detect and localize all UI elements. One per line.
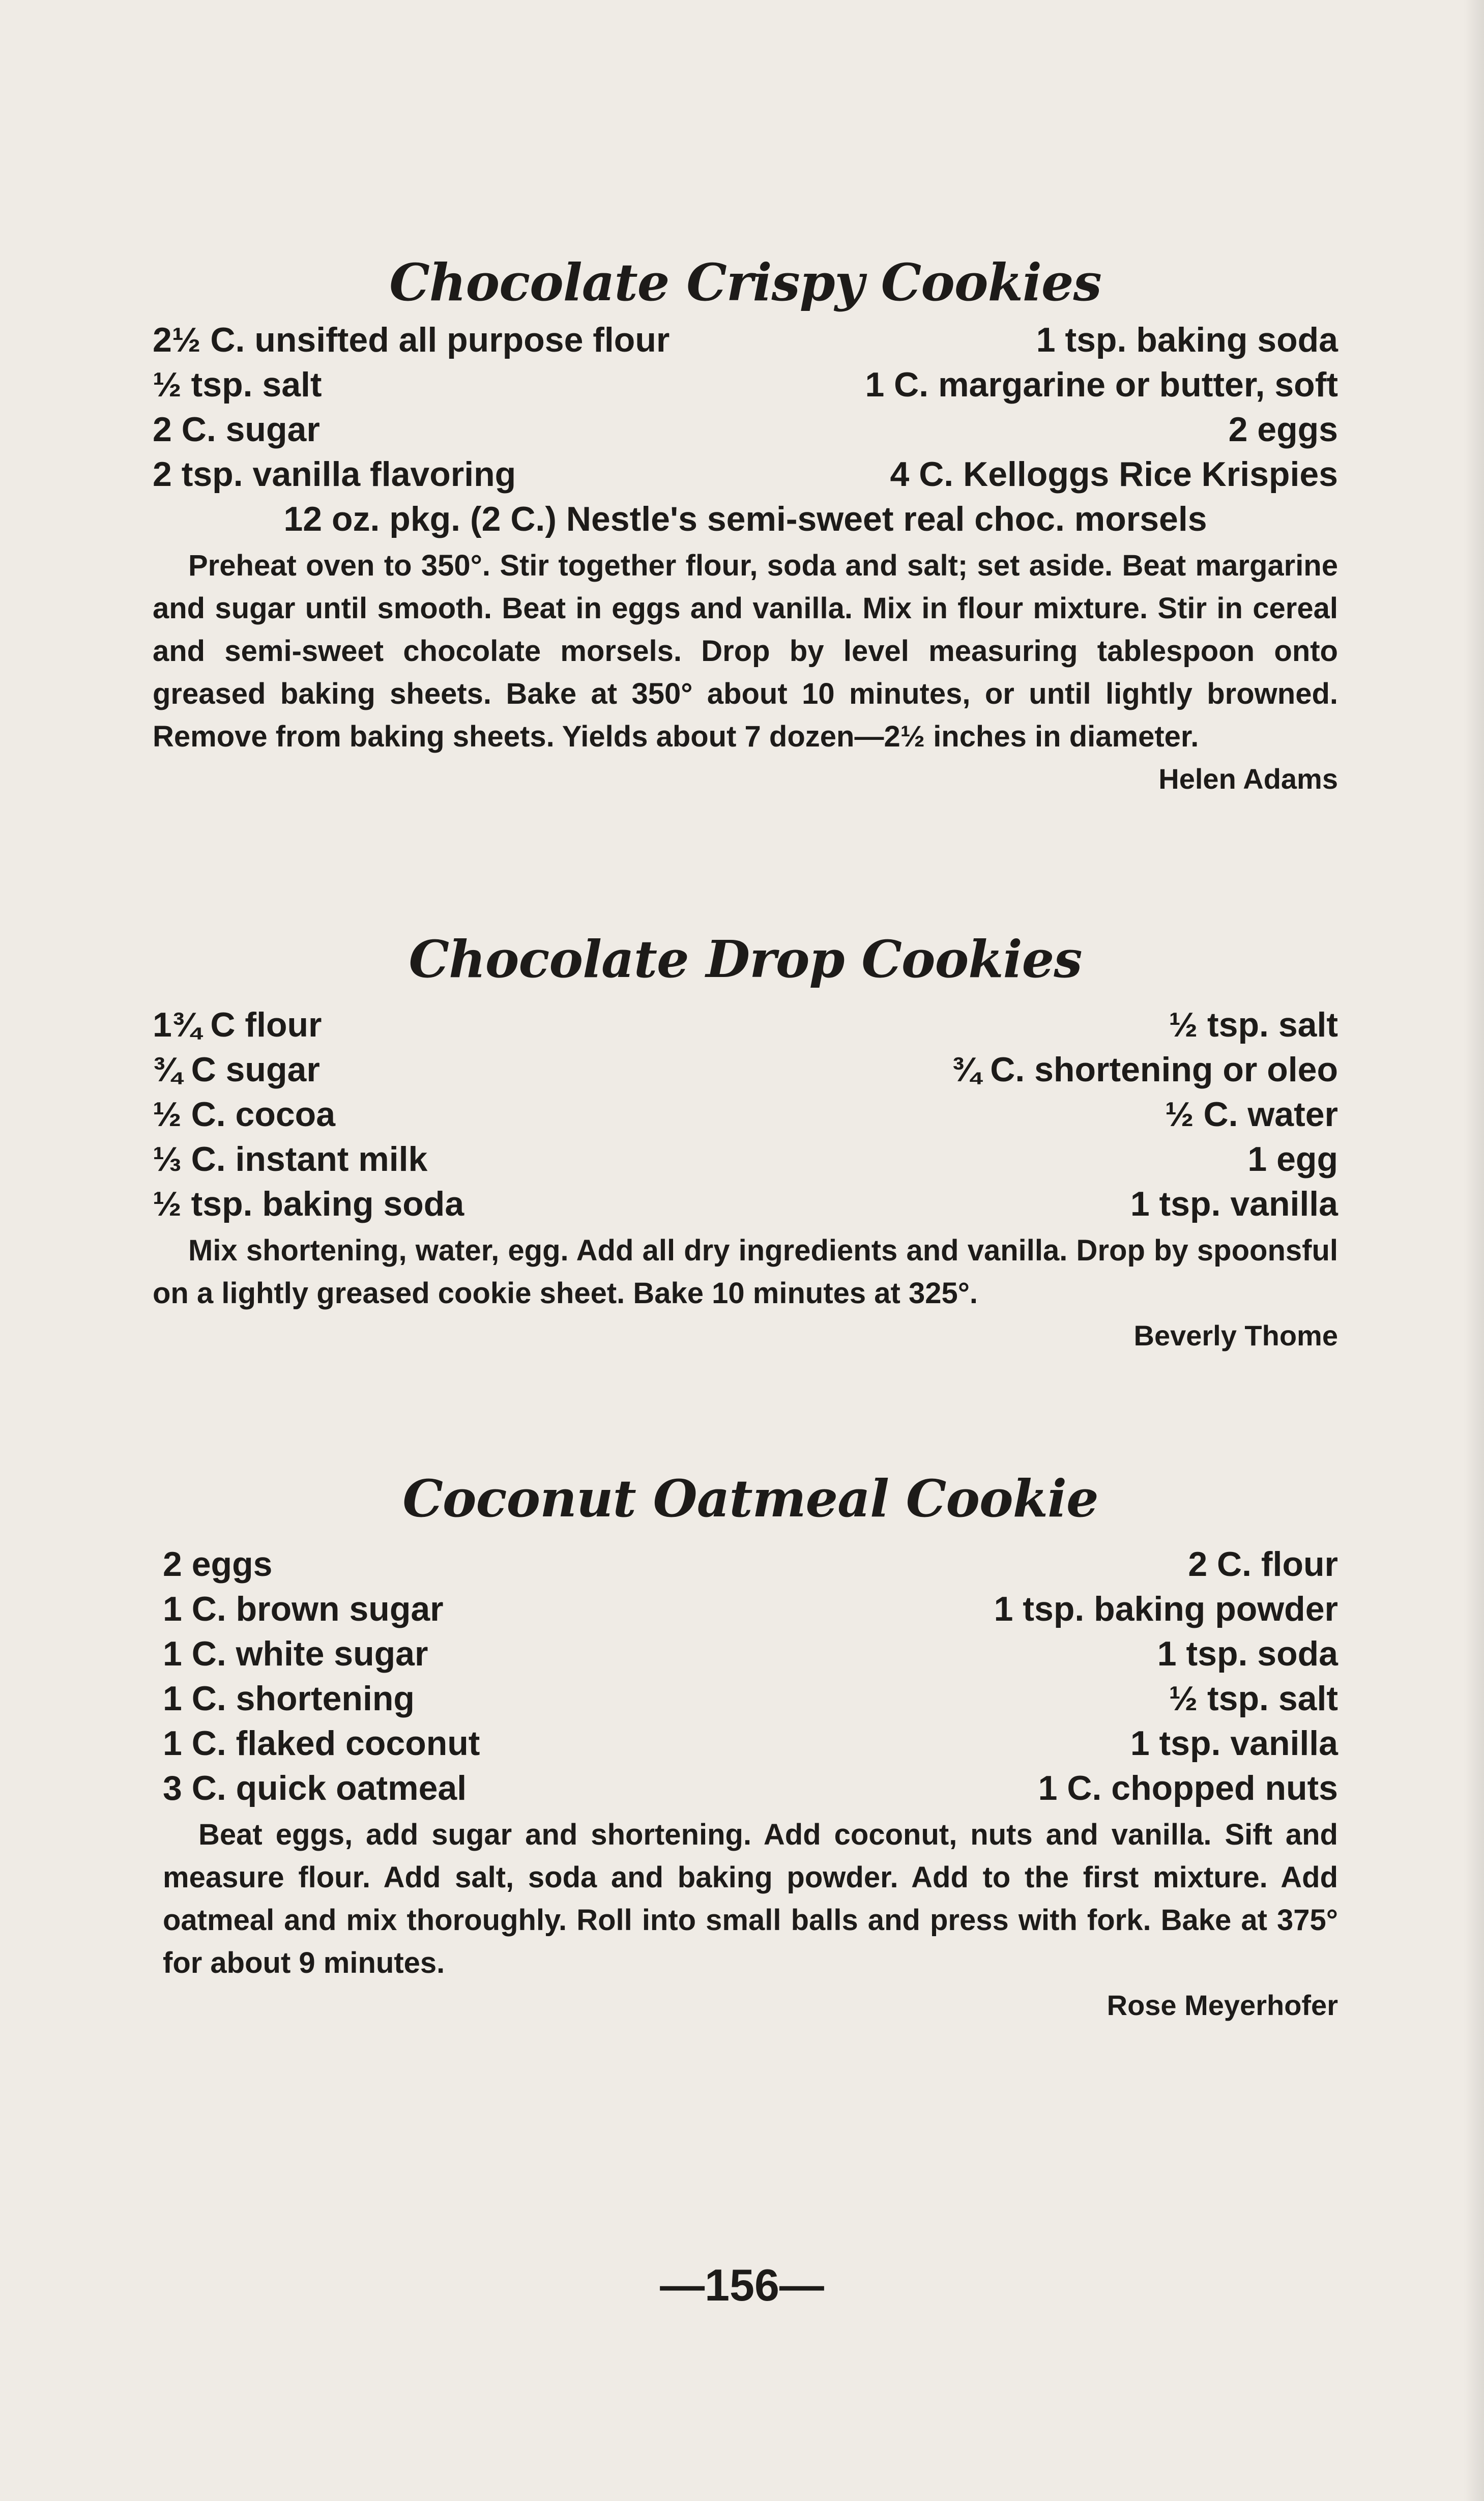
ingredient-right: 1 tsp. vanilla — [1130, 1724, 1338, 1763]
ingredient-left: 2 C. sugar — [153, 410, 320, 449]
ingredient-full-line: 12 oz. pkg. (2 C.) Nestle's semi-sweet real choc. morsels — [283, 500, 1207, 538]
ingredient-left: 3 C. quick oatmeal — [163, 1769, 467, 1807]
ingredient-right: ½ C. water — [1165, 1095, 1338, 1134]
recipe-instructions: Preheat oven to 350°. Stir together flour, soda and salt; set aside. Beat margarine and sugar until smooth. Beat in eggs and vanilla. Mix in flour mixture. Stir in cereal and semi-sweet chocolate morsels. Drop by level measuring tablespoon onto greased baking sheets. Bake at 350° about 10 minutes, or until lightly browned. Remove from baking sheets. Yields about 7 dozen—2½ inches in diameter. — [153, 549, 1338, 753]
ingredient-left: 1 C. shortening — [163, 1679, 415, 1718]
ingredient-row — [153, 1182, 1338, 1226]
ingredient-row — [153, 1002, 1338, 1047]
ingredient-list — [163, 1542, 1338, 1810]
ingredient-row — [163, 1721, 1338, 1766]
ingredient-list — [153, 318, 1338, 541]
ingredient-right: 1 tsp. baking powder — [994, 1590, 1338, 1628]
ingredient-row — [163, 1676, 1338, 1721]
ingredient-left: 1¾ C flour — [153, 1005, 322, 1044]
page-number: —156— — [660, 2260, 824, 2310]
ingredient-row — [153, 318, 1338, 362]
ingredient-right: 1 C. margarine or butter, soft — [865, 365, 1338, 404]
recipe-title: Chocolate Drop Cookies — [409, 929, 1082, 989]
recipe-instructions: Mix shortening, water, egg. Add all dry ingredients and vanilla. Drop by spoonsful on a lightly greased cookie sheet. Bake 10 minutes at 325°. — [153, 1234, 1338, 1310]
recipe-title: Chocolate Crispy Cookies — [389, 252, 1101, 312]
recipe-author: Beverly Thome — [1133, 1319, 1338, 1352]
ingredient-row-full — [153, 497, 1338, 541]
ingredient-row — [163, 1631, 1338, 1676]
ingredient-left: 2½ C. unsifted all purpose flour — [153, 321, 670, 359]
ingredient-right: 1 tsp. soda — [1157, 1634, 1338, 1673]
ingredient-left: ⅓ C. instant milk — [153, 1140, 428, 1178]
recipe-author: Helen Adams — [1158, 763, 1338, 795]
recipe-coconut-oatmeal-cookie — [163, 1471, 1338, 2022]
ingredient-row — [153, 1047, 1338, 1092]
ingredient-left: 1 C. white sugar — [163, 1634, 428, 1673]
ingredient-right: ½ tsp. salt — [1169, 1679, 1338, 1718]
ingredient-left: 2 eggs — [163, 1545, 273, 1584]
ingredient-right: 1 tsp. vanilla — [1130, 1185, 1338, 1223]
ingredient-right: 4 C. Kelloggs Rice Krispies — [890, 455, 1338, 494]
ingredient-right: ½ tsp. salt — [1169, 1005, 1338, 1044]
ingredient-row — [153, 452, 1338, 497]
ingredient-row — [153, 1092, 1338, 1137]
ingredient-right: 1 egg — [1247, 1140, 1338, 1178]
recipe-title: Coconut Oatmeal Cookie — [402, 1469, 1098, 1529]
ingredient-row — [163, 1542, 1338, 1587]
ingredient-left: 1 C. flaked coconut — [163, 1724, 480, 1763]
recipe-chocolate-crispy-cookies — [153, 254, 1338, 795]
ingredient-left: 1 C. brown sugar — [163, 1590, 444, 1628]
ingredient-row — [153, 362, 1338, 407]
ingredient-row — [153, 407, 1338, 452]
ingredient-right: 2 C. flour — [1188, 1545, 1338, 1584]
ingredient-row — [163, 1587, 1338, 1631]
ingredient-list — [153, 1002, 1338, 1226]
ingredient-row — [153, 1137, 1338, 1182]
recipe-instructions: Beat eggs, add sugar and shortening. Add coconut, nuts and vanilla. Sift and measure flour. Add salt, soda and baking powder. Add to the first mixture. Add oatmeal and mix thoroughly. Roll into small balls and press with fork. Bake at 375° for about 9 minutes. — [163, 1818, 1338, 1979]
ingredient-right: 1 tsp. baking soda — [1036, 321, 1338, 359]
recipe-author: Rose Meyerhofer — [1107, 1989, 1338, 2021]
ingredient-left: ¾ C sugar — [153, 1050, 320, 1089]
recipe-chocolate-drop-cookies — [153, 931, 1338, 1352]
ingredient-right: 2 eggs — [1228, 410, 1338, 449]
ingredient-row — [163, 1766, 1338, 1810]
ingredient-right: ¾ C. shortening or oleo — [951, 1050, 1338, 1089]
ingredient-left: ½ tsp. salt — [153, 365, 322, 404]
ingredient-left: 2 tsp. vanilla flavoring — [153, 455, 516, 494]
ingredient-right: 1 C. chopped nuts — [1038, 1769, 1338, 1807]
page-spine-shadow — [1464, 0, 1484, 2501]
ingredient-left: ½ C. cocoa — [153, 1095, 336, 1134]
ingredient-left: ½ tsp. baking soda — [153, 1185, 464, 1223]
